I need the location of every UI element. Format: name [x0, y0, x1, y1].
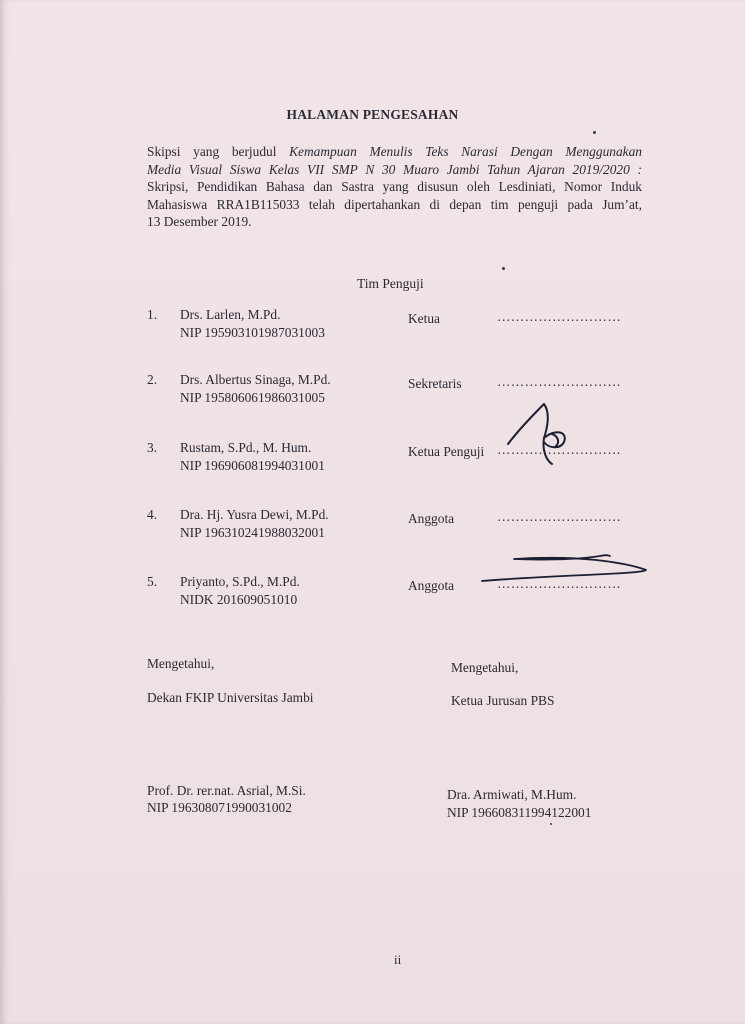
examiner-id: NIP 195806061986031005	[180, 389, 325, 405]
examiner-role: Ketua	[408, 311, 440, 326]
examiner-id: NIP 195903101987031003	[180, 324, 325, 340]
examiner-name: Rustam, S.Pd., M. Hum.	[180, 440, 312, 455]
head-position: Ketua Jurusan PBS	[451, 693, 555, 708]
examiner-number: 1.	[147, 307, 158, 322]
signature-line: ………………………	[497, 442, 622, 457]
examiner-id: NIP 196906081994031001	[180, 457, 325, 473]
examiner-number: 5.	[147, 574, 158, 589]
intro-text: Skipsi yang berjudul	[147, 144, 290, 159]
intro-line-4: Mahasiswa RRA1B115033 telah dipertahankan di depan tim penguji pada Jum’at,	[147, 196, 642, 212]
scan-speck	[593, 131, 596, 134]
examiner-role: Anggota	[408, 511, 455, 526]
examiner-role: Anggota	[408, 578, 455, 593]
signature-line: ………………………	[497, 576, 622, 591]
signature-line: ………………………	[497, 309, 622, 324]
intro-paragraph	[147, 143, 642, 231]
examiner-id: NIDK 201609051010	[180, 591, 298, 607]
signature-line: ………………………	[497, 374, 622, 389]
dean-name: Prof. Dr. rer.nat. Asrial, M.Si.	[147, 783, 306, 798]
intro-line-1	[147, 143, 642, 161]
intro-line-3: Skripsi, Pendidikan Bahasa dan Sastra yang disusun oleh Lesdiniati, Nomor Induk	[147, 179, 642, 194]
examiner-name: Drs. Albertus Sinaga, M.Pd.	[180, 372, 331, 387]
page-number: ii	[394, 952, 402, 967]
examiner-number: 3.	[147, 440, 158, 455]
examiner-number: 4.	[147, 507, 158, 522]
intro-line-2	[147, 161, 642, 179]
examiner-role: Ketua Penguji	[408, 444, 485, 459]
scan-speck	[502, 267, 505, 270]
head-knowing: Mengetahui,	[451, 660, 519, 675]
examiner-role: Sekretaris	[408, 376, 462, 391]
examiner-name: Priyanto, S.Pd., M.Pd.	[180, 574, 300, 589]
head-id: NIP 196608311994122001	[447, 805, 592, 820]
scan-speck	[550, 823, 552, 825]
handwritten-signature-3	[500, 398, 580, 470]
head-name: Dra. Armiwati, M.Hum.	[447, 787, 577, 802]
panel-title: Tim Penguji	[357, 276, 424, 291]
examiner-number: 2.	[147, 372, 158, 387]
page-title: HALAMAN PENGESAHAN	[286, 107, 459, 122]
thesis-title-part-2: Media Visual Siswa Kelas VII SMP N 30 Muaro Jambi Tahun Ajaran 2019/2020 :	[147, 161, 642, 177]
examiner-id: NIP 196310241988032001	[180, 524, 325, 540]
thesis-title-part-1: Kemampuan Menulis Teks Narasi Dengan Menggunakan	[289, 144, 642, 159]
dean-knowing: Mengetahui,	[147, 656, 215, 671]
examiner-name: Dra. Hj. Yusra Dewi, M.Pd.	[180, 507, 329, 522]
examiner-name: Drs. Larlen, M.Pd.	[180, 307, 281, 322]
signature-line: ………………………	[497, 509, 622, 524]
dean-id: NIP 196308071990031002	[147, 800, 292, 815]
intro-line-5: 13 Desember 2019.	[147, 214, 252, 229]
dean-position: Dekan FKIP Universitas Jambi	[147, 690, 314, 705]
